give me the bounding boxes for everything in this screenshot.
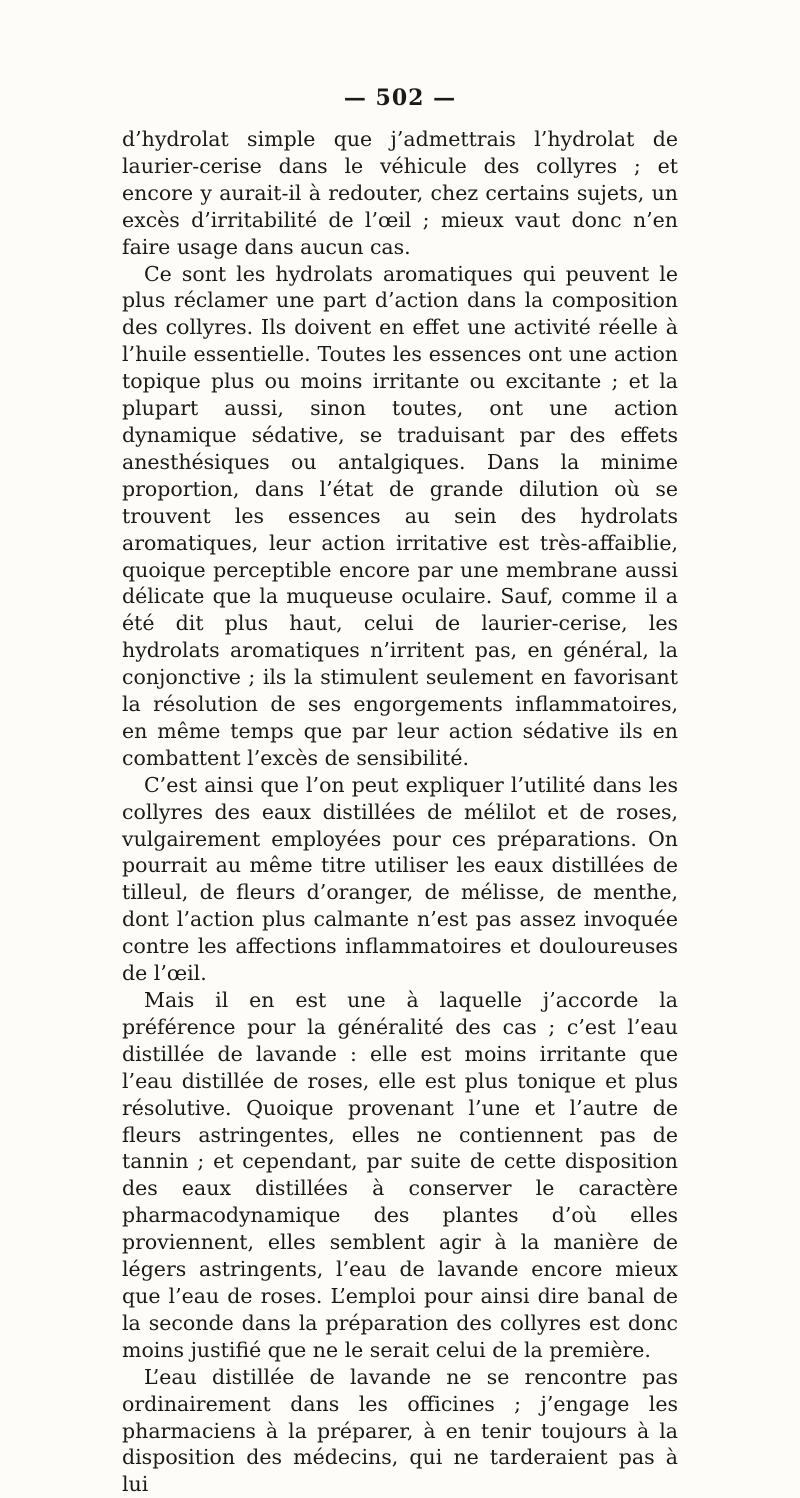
book-page bbox=[122, 84, 678, 1498]
paragraph-continuation: d’hydrolat simple que j’admettrais l’hydrolat de laurier-cerise dans le véhicule des collyres ; et encore y aurait-il à redouter, chez certains sujets, un excès d’irritabilité de l’œil ; mieux vaut donc n’en faire usage dans aucun cas. bbox=[122, 127, 678, 259]
page-number: — 502 — bbox=[343, 85, 457, 111]
paragraph-aromatic-hydrolats: Ce sont les hydrolats aromatiques qui peuvent le plus réclamer une part d’action dans la composition des collyres. Ils doivent en effet une activité réelle à l’huile essentielle. Toutes les essences ont une action topique plus ou moins irritante ou excitante ; et la plupart aussi, sinon toutes, ont une action dynamique sédative, se traduisant par des effets anesthésiques ou antalgiques. Dans la minime proportion, dans l’état de grande dilution où se trouvent les essences au sein des hydrolats aromatiques, leur action irritative est très-affaiblie, quoique perceptible encore par une membrane aussi délicate que la muqueuse oculaire. Sauf, comme il a été dit plus haut, celui de laurier-cerise, les hydrolats aromatiques n’irritent pas, en général, la conjonctive ; ils la stimulent seulement en favorisant la résolution de ses engorgements inflammatoires, en même temps que par leur action sédative ils en combattent l’excès de sensibilité. bbox=[122, 261, 678, 770]
paragraph-lavender-preference: Mais il en est une à laquelle j’accorde la préférence pour la généralité des cas ; c’est l’eau distillée de lavande : elle est moins irritante que l’eau distillée de roses, elle est plus tonique et plus résolutive. Quoique provenant l’une et l’autre de fleurs astringentes, elles ne contiennent pas de tannin ; et cependant, par suite de cette disposition des eaux distillées à conserver le caractère pharmacodynamique des plantes d’où elles proviennent, elles semblent agir à la manière de légers astringents, l’eau de lavande encore mieux que l’eau de roses. L’emploi pour ainsi dire banal de la seconde dans la préparation des collyres est donc moins justifié que ne le serait celui de la première. bbox=[122, 988, 678, 1362]
paragraph-distilled-waters: C’est ainsi que l’on peut expliquer l’utilité dans les collyres des eaux distillées de mélilot et de roses, vulgairement employées pour ces préparations. On pourrait au même titre utiliser les eaux distillées de tilleul, de fleurs d’oranger, de mélisse, de menthe, dont l’action plus calmante n’est pas assez invoquée contre les affections inflammatoires et douloureuses de l’œil. bbox=[122, 772, 678, 986]
paragraph-lavender-pharmacies: L’eau distillée de lavande ne se rencontre pas ordinairement dans les officines ; j’engage les pharmaciens à la préparer, à en tenir toujours à la disposition des médecins, qui ne tarderaient pas à lui bbox=[122, 1364, 678, 1497]
